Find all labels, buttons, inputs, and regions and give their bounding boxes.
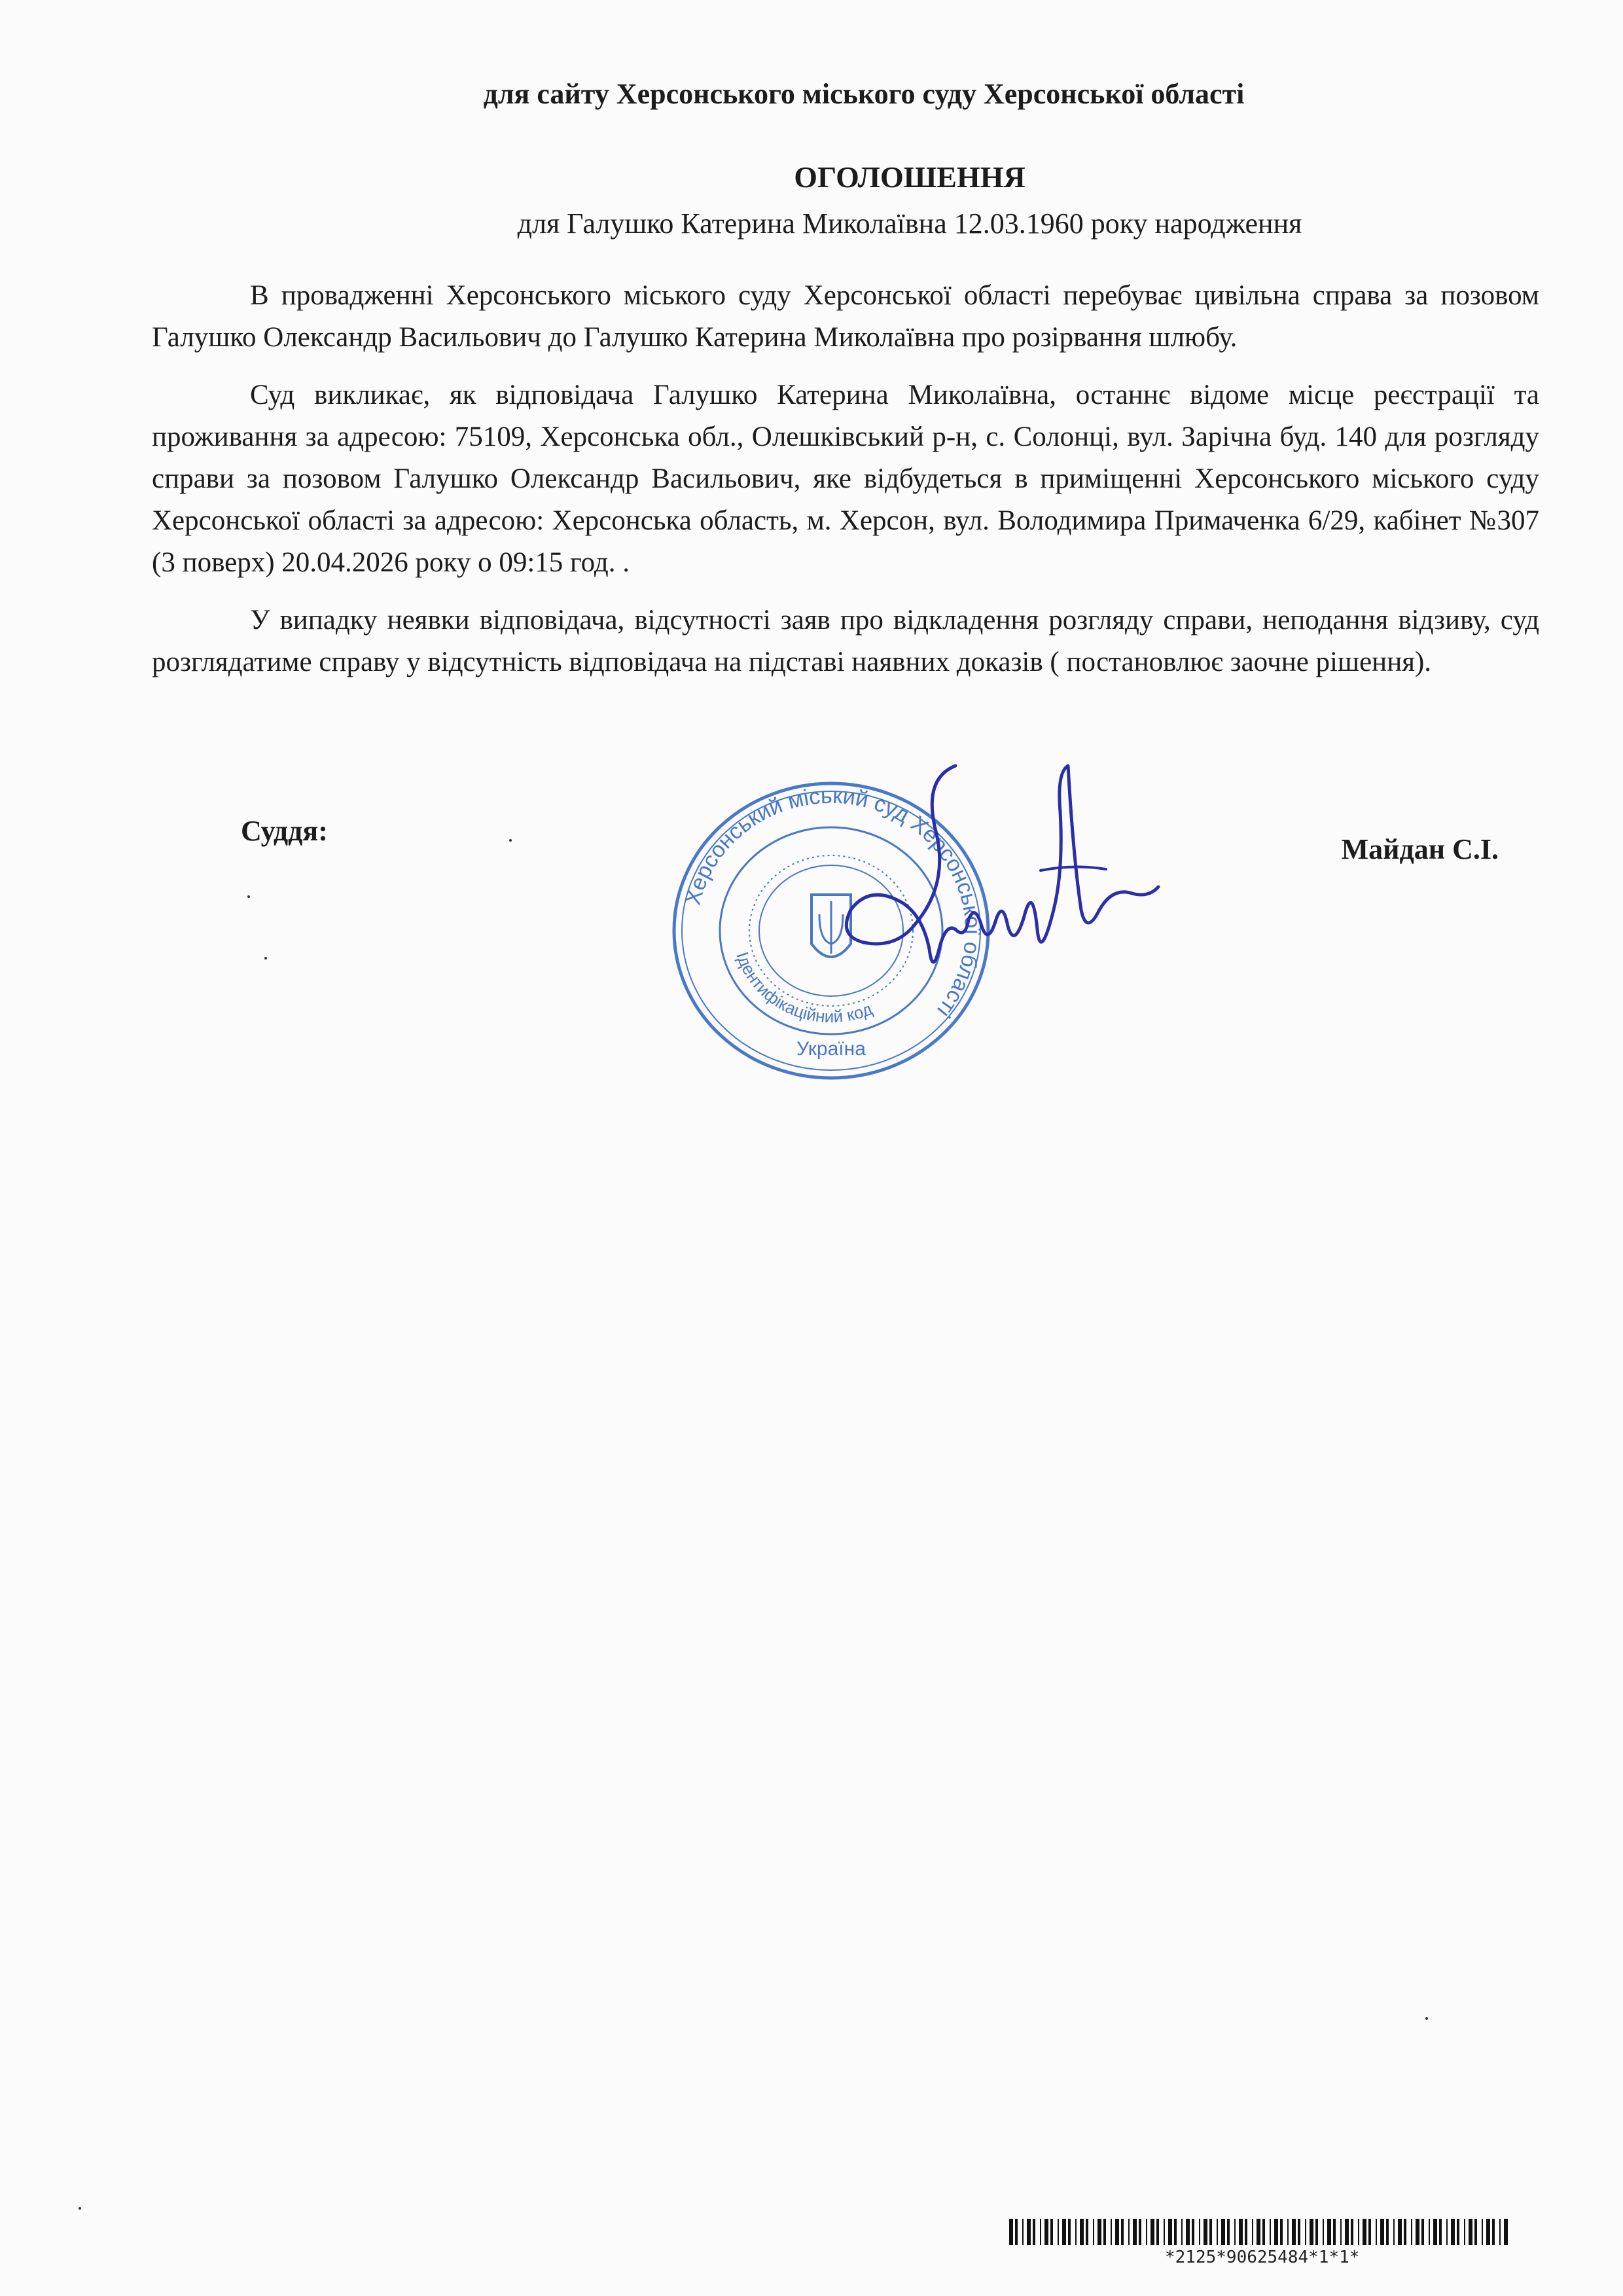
barcode-bar — [1439, 2219, 1442, 2245]
barcode-bar — [1174, 2219, 1177, 2245]
barcode-bar — [1499, 2219, 1501, 2245]
document-body — [152, 275, 1539, 699]
barcode-bar — [1310, 2219, 1313, 2245]
barcode-bar — [1482, 2219, 1483, 2245]
barcode-bar — [1086, 2219, 1088, 2245]
barcode-bar — [1150, 2219, 1154, 2245]
barcode-bar — [1368, 2219, 1371, 2245]
svg-text:Україна: Україна — [796, 1038, 866, 1060]
barcode-bar — [1270, 2219, 1271, 2245]
barcode-bar — [1433, 2219, 1437, 2245]
barcode-bar — [1287, 2219, 1289, 2245]
barcode-bar — [1192, 2219, 1194, 2245]
barcode-bar — [1421, 2219, 1424, 2245]
scan-speck — [264, 957, 267, 960]
barcode-bar — [1323, 2219, 1324, 2245]
barcode-bar — [1363, 2219, 1366, 2245]
barcode-bar — [1298, 2219, 1300, 2245]
barcode-bar — [1033, 2219, 1035, 2245]
barcode-bar — [1376, 2219, 1377, 2245]
barcode-bar — [1239, 2219, 1243, 2245]
scan-speck — [509, 839, 512, 842]
barcode-bar — [1386, 2219, 1389, 2245]
barcode-bar — [1504, 2219, 1508, 2245]
barcode-bar — [1305, 2219, 1306, 2245]
barcode-bar — [1245, 2219, 1247, 2245]
barcode-bar — [1393, 2219, 1395, 2245]
barcode-bar — [1181, 2219, 1183, 2245]
barcode-bar — [1204, 2219, 1207, 2245]
barcode-bar — [1115, 2219, 1119, 2245]
barcode-bar — [1097, 2219, 1101, 2245]
barcode-bar — [1234, 2219, 1236, 2245]
barcode-bar — [1327, 2219, 1331, 2245]
barcode-bar — [1199, 2219, 1200, 2245]
scan-speck — [1425, 2017, 1428, 2020]
barcode-bar — [1103, 2219, 1106, 2245]
barcode-bar — [1252, 2219, 1253, 2245]
barcode-bar — [1457, 2219, 1459, 2245]
scan-speck — [247, 895, 250, 898]
barcode-bar — [1128, 2219, 1130, 2245]
barcode-bar — [1416, 2219, 1419, 2245]
barcode-bar — [1080, 2219, 1084, 2245]
judge-name: Майдан С.І. — [1341, 833, 1499, 865]
barcode-bar — [1133, 2219, 1137, 2245]
barcode-bar — [1315, 2219, 1318, 2245]
barcode-number: *2125*90625484*1*1* — [1165, 2248, 1360, 2267]
barcode-bar — [1380, 2219, 1384, 2245]
barcode-bar — [1217, 2219, 1218, 2245]
barcode-bar — [1227, 2219, 1230, 2245]
barcode-bar — [1429, 2219, 1430, 2245]
barcode-bar — [1446, 2219, 1448, 2245]
barcode-bar — [1358, 2219, 1359, 2245]
barcode-bar — [1156, 2219, 1159, 2245]
barcode-bar — [1015, 2219, 1018, 2245]
judge-signature-icon — [825, 753, 1165, 1001]
document-title: ОГОЛОШЕННЯ — [794, 160, 1026, 194]
barcode-bar — [1146, 2219, 1147, 2245]
paragraph-summons: Суд викликає, як відповідача Галушко Катерина Миколаївна, останнє відоме місце реєстрації та проживання за адресою: 75109, Херсонська обл., Олешківський р-н, с. Солонці, вул. Зарічна буд. 140 для розгляду справи за позовом Галушко Олександр Васильович, яке відбудеться в приміщенні Херсонського міського суду Херсонської області за адресою: Херсонська область, м. Херсон, вул. Володимира Примаченка 6/29, кабінет №307 (3 поверх) 20.04.2026 року о 09:15 год. . — [152, 380, 1539, 578]
barcode-bar — [1186, 2219, 1190, 2245]
svg-text:Ідентифікаційний код: Ідентифікаційний код — [732, 949, 875, 1027]
svg-text:Херсонський міський суд Херсон: Херсонський міський суд Херсонської області — [680, 783, 986, 1022]
barcode-bar — [1062, 2219, 1066, 2245]
barcode-bar — [1009, 2219, 1013, 2245]
barcode-bar — [1058, 2219, 1059, 2245]
document-subtitle: для Галушко Катерина Миколаївна 12.03.1960 року народження — [517, 207, 1302, 240]
barcode-bar — [1022, 2219, 1024, 2245]
paragraph-default-notice: У випадку неявки відповідача, відсутності заяв про відкладення розгляду справи, неподання відзиву, суд розглядатиме справу у відсутність відповідача на підставі наявних доказів ( постановлює заочне рішення). — [152, 605, 1539, 677]
barcode-bar — [1168, 2219, 1172, 2245]
paragraph-proceedings: В провадженні Херсонського міського суду Херсонської області перебуває цивільна справа за позовом Галушко Олександр Васильович до Галушко Катерина Миколаївна про розірвання шлюбу. — [152, 280, 1539, 353]
barcode-bar — [1274, 2219, 1278, 2245]
barcode-bar — [1068, 2219, 1071, 2245]
barcode-bar — [1404, 2219, 1406, 2245]
barcode-icon — [1008, 2219, 1512, 2245]
document-header: для сайту Херсонського міського суду Херсонської області — [483, 78, 1245, 110]
barcode-bar — [1398, 2219, 1402, 2245]
barcode-bar — [1257, 2219, 1260, 2245]
barcode-bar — [1280, 2219, 1283, 2245]
barcode-bar — [1351, 2219, 1353, 2245]
barcode-bar — [1044, 2219, 1048, 2245]
barcode-bar — [1075, 2219, 1077, 2245]
barcode-bar — [1111, 2219, 1112, 2245]
barcode-bar — [1164, 2219, 1165, 2245]
scan-speck — [79, 2207, 81, 2210]
barcode-bar — [1474, 2219, 1477, 2245]
barcode-bar — [1333, 2219, 1336, 2245]
barcode-bar — [1209, 2219, 1212, 2245]
barcode-bar — [1486, 2219, 1490, 2245]
barcode-bar — [1469, 2219, 1472, 2245]
barcode-bar — [1292, 2219, 1296, 2245]
barcode-bar — [1411, 2219, 1412, 2245]
barcode-bar — [1121, 2219, 1124, 2245]
barcode-bar — [1050, 2219, 1053, 2245]
barcode-bar — [1139, 2219, 1141, 2245]
barcode-bar — [1492, 2219, 1495, 2245]
barcode-bar — [1027, 2219, 1031, 2245]
barcode-bar — [1262, 2219, 1265, 2245]
barcode-bar — [1040, 2219, 1041, 2245]
judge-label: Суддя: — [241, 815, 328, 847]
barcode-bar — [1345, 2219, 1349, 2245]
barcode-bar — [1451, 2219, 1455, 2245]
barcode-bar — [1221, 2219, 1225, 2245]
barcode-bar — [1093, 2219, 1094, 2245]
barcode-bar — [1464, 2219, 1465, 2245]
barcode-bar — [1340, 2219, 1342, 2245]
